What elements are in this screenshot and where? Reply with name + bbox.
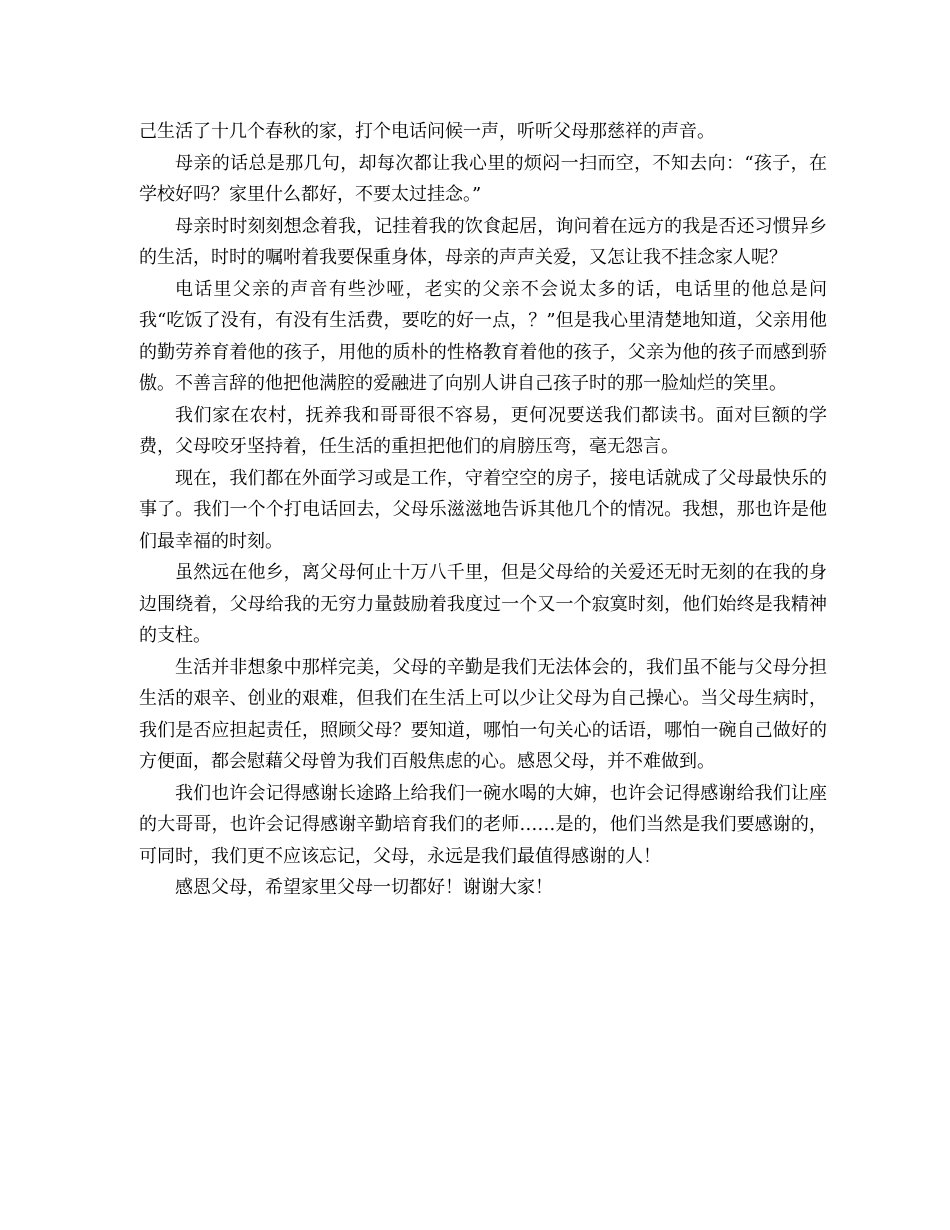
paragraph: 现在，我们都在外面学习或是工作，守着空空的房子，接电话就成了父母最快乐的事了。我们一个个打电话回去，父母乐滋滋地告诉其他几个的情况。我想，那也许是他们最幸福的时刻。: [139, 467, 827, 552]
paragraph: 母亲的话总是那几句，却每次都让我心里的烦闷一扫而空，不知去向：“孩子，在学校好吗？家里什么都好，不要太过挂念。”: [139, 152, 827, 205]
paragraph: 母亲时时刻刻想念着我，记挂着我的饮食起居，询问着在远方的我是否还习惯异乡的生活，时时的嘱咐着我要保重身体，母亲的声声关爱，又怎让我不挂念家人呢？: [139, 215, 827, 268]
paragraph: 感恩父母，希望家里父母一切都好！谢谢大家！: [175, 877, 553, 898]
paragraph: 电话里父亲的声音有些沙哑，老实的父亲不会说太多的话，电话里的他总是问我“吃饭了没有，有没有生活费，要吃的好一点，？”但是我心里清楚地知道，父亲用他的勤劳养育着他的孩子，用他的质朴的性格教育着他的孩子，父亲为他的孩子而感到骄傲。不善言辞的他把他满腔的爱融进了向别人讲自己孩子时的那一脸灿烂的笑里。: [139, 278, 827, 394]
paragraph: 己生活了十几个春秋的家，打个电话问候一声，听听父母那慈祥的声音。: [139, 121, 715, 142]
paragraph: 虽然远在他乡，离父母何止十万八千里，但是父母给的关爱还无时无刻的在我的身边围绕着，父母给我的无穷力量鼓励着我度过一个又一个寂寞时刻，他们始终是我精神的支柱。: [139, 562, 827, 646]
paragraph: 我们也许会记得感谢长途路上给我们一碗水喝的大婶，也许会记得感谢给我们让座的大哥哥，也许会记得感谢辛勤培育我们的老师……是的，他们当然是我们要感谢的，可同时，我们更不应该忘记，父母，永远是我们最值得感谢的人！: [139, 782, 827, 867]
document-body: [139, 116, 827, 904]
paragraph: 我们家在农村，抚养我和哥哥很不容易，更何况要送我们都读书。面对巨额的学费，父母咬牙坚持着，任生活的重担把他们的肩膀压弯，毫无怨言。: [139, 404, 827, 457]
paragraph: 生活并非想象中那样完美，父母的辛勤是我们无法体会的，我们虽不能与父母分担生活的艰辛、创业的艰难，但我们在生活上可以少让父母为自己操心。当父母生病时，我们是否应担起责任，照顾父母？要知道，哪怕一句关心的话语，哪怕一碗自己做好的方便面，都会慰藉父母曾为我们百般焦虑的心。感恩父母，并不难做到。: [139, 656, 827, 772]
